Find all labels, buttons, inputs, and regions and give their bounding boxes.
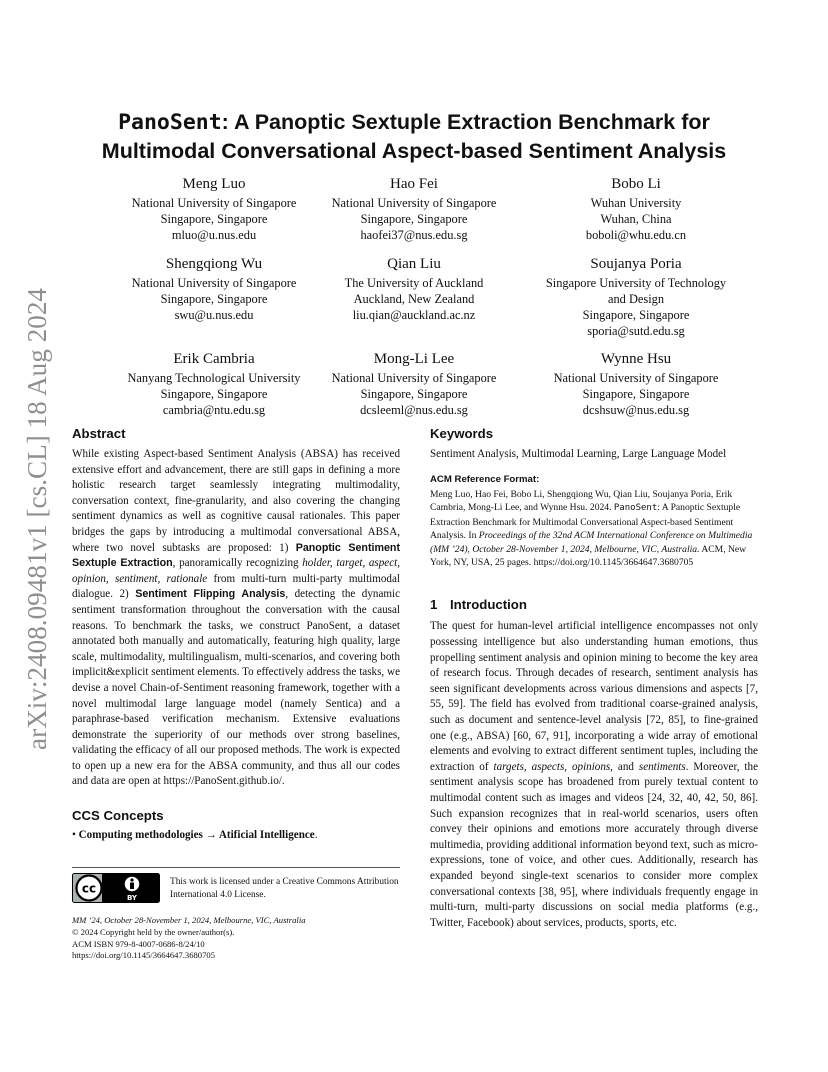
- license-text: This work is licensed under a Creative Commons Attribution International 4.0 License.: [170, 877, 399, 900]
- author-block: [99, 175, 329, 243]
- author-affiliation: National University of Singapore: [131, 196, 297, 210]
- subtask-2-name: Sentiment Flipping Analysis: [135, 588, 286, 601]
- author-affiliation: Singapore University of Technology: [545, 276, 727, 290]
- author-location: Singapore, Singapore: [160, 387, 268, 401]
- author-email: sporia@sutd.edu.sg: [587, 324, 685, 338]
- author-affiliation: National University of Singapore: [553, 371, 719, 385]
- author-affiliation-cont: and Design: [607, 292, 665, 306]
- introduction-text: The quest for human-level artificial intelligence encompasses not only possessing intelligence but also understanding human emotions, thus propelling sentiment analysis and opinion mining to become the key area of research focus. Through decades of research, sentiment analysis has seen significant developments across various dimensions and aspects [7, 55, 59]. The field has evolved from traditional coarse-grained analysis, such as document and sentence-level analysis [72, 85], to fine-grained one (e.g., ABSA) [60, 67, 91], incorporating a wide array of emotional elements and evolving to extract different sentiment tuples, including the extraction of targets, aspects, opinions, and sentiments. Moreover, the sentiment analysis scope has broadened from purely textual content to multimodal content such as images and videos [24, 32, 40, 42, 50, 86]. Such expansion recognizes that in real-world scenarios, users often convey their opinions and emotions more accurately through diverse multimedia, providing additional information beyond text, such as micro-expressions, tone of voice, and other cues. Additionally, research has expanded beyond single-text scenarios to consider more complex conversational contexts [38, 95], where individuals frequently engage in multi-turn, multi-party discussions on social media platforms (e.g., Twitter, Facebook) about services, products, sports, etc.: [430, 620, 758, 929]
- author-location: Singapore, Singapore: [360, 212, 468, 226]
- right-column: [430, 426, 758, 931]
- cc-by-license-icon: [72, 873, 160, 903]
- author-block: [521, 350, 751, 418]
- ccs-concept: • Computing methodologies → Atificial Intelligence.: [72, 829, 318, 842]
- author-block: [299, 255, 529, 323]
- author-block: [99, 255, 329, 323]
- footnote: [72, 915, 400, 962]
- author-affiliation: Nanyang Technological University: [127, 371, 301, 385]
- author-name: Erik Cambria: [173, 351, 255, 367]
- author-email: haofei37@nus.edu.sg: [360, 228, 468, 242]
- author-email: swu@u.nus.edu: [174, 308, 254, 322]
- keywords-text: Sentiment Analysis, Multimodal Learning, Large Language Model: [430, 448, 727, 460]
- author-name: Shengqiong Wu: [165, 256, 263, 272]
- by-label: BY: [126, 894, 138, 902]
- author-affiliation: The University of Auckland: [344, 276, 484, 290]
- title-system-name: PanoSent: [118, 110, 222, 135]
- acm-reference-text: Meng Luo, Hao Fei, Bobo Li, Shengqiong Wu, Qian Liu, Soujanya Poria, Erik Cambria, Mong-Li Lee, and Wynne Hsu. 2024. PanoSent: A Panoptic Sextuple Extraction Benchmark for Multimodal Conversational Aspect-based Sentiment Analysis. In Proceedings of the 32nd ACM International Conference on Multimedia (MM ’24), October 28-November 1, 2024, Melbourne, VIC, Australia. ACM, New York, NY, USA, 25 pages. https://doi.org/10.1145/3664647.3680705: [430, 489, 753, 569]
- left-column: [72, 426, 400, 841]
- author-affiliation: National University of Singapore: [331, 371, 497, 385]
- copyright-line: © 2024 Copyright held by the owner/author(s).: [72, 926, 235, 937]
- author-name: Qian Liu: [387, 256, 441, 272]
- author-name: Hao Fei: [390, 176, 438, 192]
- author-name: Mong-Li Lee: [373, 351, 455, 367]
- author-block: [521, 255, 751, 339]
- author-affiliation: Wuhan University: [590, 196, 682, 210]
- venue-line: MM ’24, October 28-November 1, 2024, Melbourne, VIC, Australia: [72, 915, 306, 925]
- author-name: Meng Luo: [182, 176, 246, 192]
- cc-label: cc: [81, 881, 97, 896]
- author-block: [299, 350, 529, 418]
- author-block: [299, 175, 529, 243]
- abstract-text: While existing Aspect-based Sentiment Analysis (ABSA) has received extensive effort and advancement, there are still gaps in defining a more holistic research target seamlessly integrating multimodality, conversation context, fine-granularity, and also covering the changing sentiment dynamics as well as cognitive causal rationales. This paper bridges the gaps by introducing a multimodal conversational ABSA, where two novel subtasks are proposed: 1) Panoptic Sentiment Sextuple Extraction, panoramically recognizing holder, target, aspect, opinion, sentiment, rationale from multi-turn multi-party multimodal dialogue. 2) Sentiment Flipping Analysis, detecting the dynamic sentiment transformation throughout the conversation with the causal reasons. To benchmark the tasks, we construct PanoSent, a dataset annotated both manually and automatically, featuring high quality, large scale, multimodality, multilingualism, multi-scenarios, and covering both implicit&explicit sentiment elements. To effectively address the tasks, we devise a novel Chain-of-Sentiment reasoning framework, together with a novel multimodal large language model (namely Sentica) and a paraphrase-based verification mechanism. Extensive evaluations demonstrate the superiority of our methods over strong baselines, validating the efficacy of all our proposed methods. The work is expected to open up a new era for the ABSA community, and thus all our codes and data are open at https://PanoSent.github.io/.: [72, 448, 401, 788]
- author-name: Soujanya Poria: [590, 256, 682, 272]
- author-block: [521, 175, 751, 243]
- arxiv-watermark: [14, 285, 58, 755]
- author-location: Singapore, Singapore: [360, 387, 468, 401]
- keywords-heading: Keywords: [430, 426, 494, 441]
- author-location: Singapore, Singapore: [582, 387, 690, 401]
- author-location: Singapore, Singapore: [160, 292, 268, 306]
- author-name: Bobo Li: [611, 176, 661, 192]
- author-email: dcshsuw@nus.edu.sg: [582, 403, 690, 417]
- acm-reference-heading: ACM Reference Format:: [430, 474, 540, 485]
- author-affiliation: National University of Singapore: [331, 196, 497, 210]
- author-name: Wynne Hsu: [600, 351, 672, 367]
- author-email: cambria@ntu.edu.sg: [162, 403, 266, 417]
- author-email: dcsleeml@nus.edu.sg: [360, 403, 468, 417]
- author-location: Wuhan, China: [600, 212, 672, 226]
- introduction-heading: 1 Introduction: [430, 597, 527, 613]
- title-line1: : A Panoptic Sextuple Extraction Benchmark for: [221, 110, 710, 134]
- author-location: Singapore, Singapore: [582, 308, 690, 322]
- sextuple-elements: holder, target, aspect, opinion, sentiment, rationale: [72, 557, 400, 585]
- doi-link[interactable]: https://doi.org/10.1145/3664647.3680705: [72, 950, 215, 961]
- author-email: liu.qian@auckland.ac.nz: [352, 308, 476, 322]
- abstract-heading: Abstract: [72, 426, 126, 441]
- isbn-line: ACM ISBN 979-8-4007-0686-8/24/10: [72, 938, 205, 949]
- title-line2: Multimodal Conversational Aspect-based Sentiment Analysis: [101, 139, 727, 163]
- footnote-divider: [72, 867, 400, 868]
- ccs-concept-text: Computing methodologies → Atificial Intelligence: [78, 829, 315, 842]
- author-email: mluo@u.nus.edu: [171, 228, 257, 242]
- subtask-1-name: Panoptic Sentiment Sextuple Extraction: [72, 541, 401, 570]
- arxiv-id: arXiv:2408.09481v1 [cs.CL] 18 Aug 2024: [22, 291, 52, 750]
- paper-title: [60, 108, 768, 166]
- ccs-heading: CCS Concepts: [72, 808, 164, 824]
- author-email: boboli@whu.edu.cn: [585, 228, 687, 242]
- author-affiliation: National University of Singapore: [131, 276, 297, 290]
- author-location: Singapore, Singapore: [160, 212, 268, 226]
- author-location: Auckland, New Zealand: [353, 292, 475, 306]
